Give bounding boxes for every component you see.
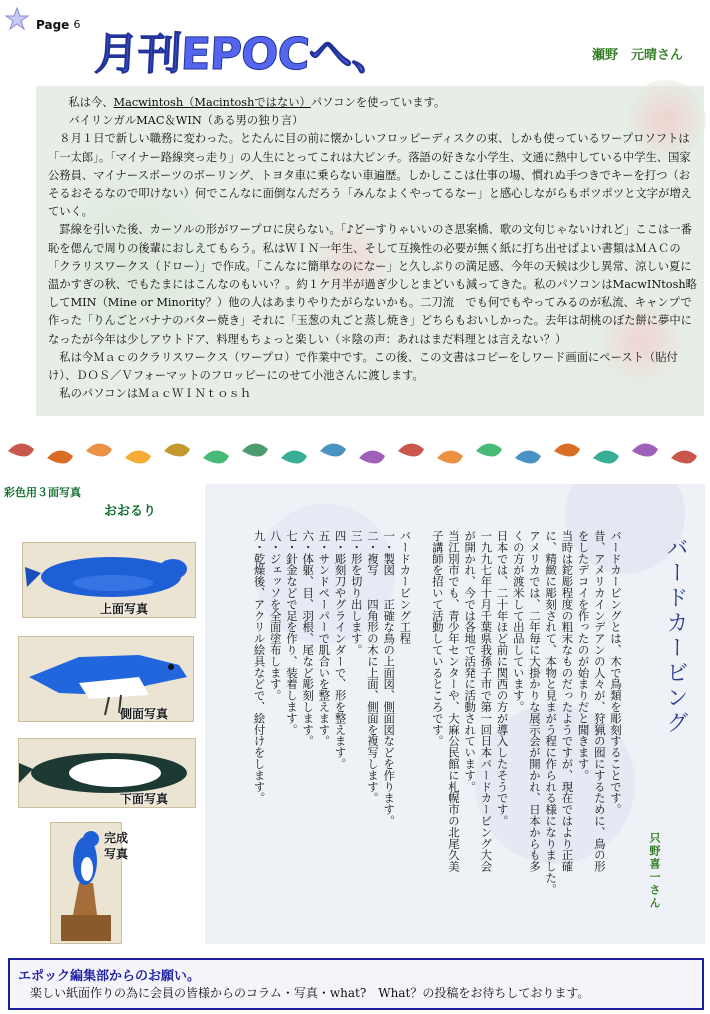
essay-paragraph: 罫線を引いた後、カーソルの形がワープロに戻らない。「♪どーすりゃいいのさ思案橋、歌の文句じゃないけれど」ここは一番恥を偲んで周りの後輩におしえてもらう。私はＷＩＮ一年生、そして互換性の必要が無く紙に打ち出せばよい書類はＭＡＣの「クラリスワークス（ドロー）」で作成。「こんなに簡単なのになー」と久しぶりの満足感、今年の天候は少し異常、涼しい夏に温かすぎの秋、でもたまにはこんなのもいい？。約１ケ月半が過ぎ少しとまどいも減ってきた。私のパソコンはMacwINtosh略してMIN（Mine or Minority？）他の人はあまりやりたがらないかも。二刀流 でも何でもやってみるのが私流、キャンプで作った「りんごとバナナのバター焼き」それに「玉葱の丸ごと蒸し焼き」どちらもおいしかった。去年は胡桃のぼた餅に夢中になったが今年は少しアウトドア、料理もちょっと楽しい（＊陰の声：あれはまだ料理とは言えない？） [48, 223, 697, 346]
article-line: 五・サンドペーパーで肌合いを整えます。 [317, 530, 332, 747]
leaf-icon [8, 443, 34, 456]
photo-caption: 下面写真 [120, 792, 169, 806]
notice-title: エポック編集部からのお願い。 [18, 969, 201, 984]
leaf-icon [593, 450, 619, 463]
article-line: 九・乾燥後、アクリル絵具などで、絵付けをします。 [252, 530, 267, 804]
leaf-icon [242, 443, 268, 456]
article-title: バードカービング [663, 536, 688, 736]
page-title: 月刊EPOCへ、 [93, 29, 397, 80]
article-line: 八・ジェッソを全面塗布します。 [268, 530, 283, 701]
article-line: 四・彫刻刀やグラインダーで、形を整えます。 [333, 530, 348, 770]
essay-paragraph: バイリンガルMAC＆WIN（ある男の独り言） [68, 114, 304, 128]
article-line: くの方が渡米して出品しています。 [511, 530, 526, 713]
leaf-icon [359, 450, 385, 463]
essay-paragraph: 私は今Ｍａｃのクラリスワークス（ワープロ）で作業中です。この後、この文書はコピーをしワード画面にペースト（貼付け）、ＤＯＳ／Ｖフォーマットのフロッピーにのせて小池さんに渡します。 [48, 350, 678, 383]
photos-heading: 彩色用３面写真 [4, 486, 81, 499]
leaf-icon [437, 450, 463, 463]
article-line: 子講師を招いて活動しているところです。 [430, 530, 445, 747]
photo-bottom-view [18, 738, 196, 808]
essay-text [48, 94, 698, 403]
essay-author: 瀬野 元晴さん [592, 48, 684, 63]
essay-paragraph: ８月１日で新しい職務に変わった。とたんに目の前に懐かしいフロッピーディスクの束、しかも使っているワープロソフトは「一太郎」。「マイナー路線突っ走り」の人生にとってこれは大ピンチ。落語の好きな小学生、文通に熱中している中学生、国家公務員、マイナースポーツのボーリング、トヨタ車に乗らない車遍歴。しかしここは仕事の場、慣れぬ手つきでキーを打つ（おそるおそるなので叩けない）何でこんなに面倒なんだろう「みんなよくやってるなー」と感心しながらもポツポツと文字が増えていく。 [48, 132, 692, 219]
article-line: 三・形を切り出します。 [349, 530, 364, 656]
photo-caption: 完成写真 [104, 831, 129, 861]
essay-paragraph: 私のパソコンはＭａｃＷＩＮｔｏｓｈ [59, 387, 252, 401]
article-line: が開かれ、今では各地で活発に活動されています。 [463, 530, 478, 793]
notice-body: 楽しい紙面作りの為に会員の皆様からのコラム・写真・what? What？の投稿をお待ちしております。 [30, 986, 590, 1000]
page-number: 6 [73, 18, 81, 31]
leaf-icon [320, 443, 346, 456]
leaf-icons [0, 436, 710, 472]
leaf-icon [632, 443, 658, 456]
page-label: Page 6 [36, 18, 81, 32]
leaf-icon [86, 443, 112, 456]
leaf-icon [476, 443, 502, 456]
article-line: 当江別市でも、青少年センターや、大麻公民館に札幌市の北尾久美 [446, 530, 461, 872]
article-line: バードカービングとは、木で鳥類を彫刻することです。 [609, 530, 623, 815]
leaf-icon [554, 443, 580, 456]
photo-caption: 上面写真 [100, 602, 149, 616]
leaf-divider [0, 436, 710, 472]
article-body [214, 530, 624, 895]
article-author: 只野喜一さん [648, 832, 661, 910]
leaf-icon [164, 443, 190, 456]
article-line: 昔、アメリカインデアンの人々が、狩猟の囮にするために、鳥の形 [592, 530, 607, 872]
leaf-icon [281, 450, 307, 463]
leaf-icon [125, 450, 151, 463]
article-line: 当時は鉈彫程度の粗末なものだったようですが、現在ではより正確 [560, 530, 575, 872]
article-line: をしたデコイを作ったのが始まりだと聞きます。 [576, 530, 591, 781]
leaf-icon [398, 443, 424, 456]
leaf-icon [203, 450, 229, 463]
essay-paragraph: 私は今、Macwintosh（Macintoshではない）パソコンを使っています。 [68, 96, 446, 109]
article-line: 一・製図 正確な鳥の上面図、側面図などを作ります。 [382, 530, 397, 827]
article-line [413, 530, 429, 910]
article-line: 日本では、二十年ほど前に関西の方が導入したそうです。 [495, 530, 510, 827]
article-line: 一九九七年十月千葉県我孫子市で第一回日本バードカービング大会 [479, 530, 494, 872]
leaf-icon [671, 450, 697, 463]
star-icon [4, 6, 30, 36]
article-line: 七・針金などで足を作り、装着します。 [284, 530, 299, 736]
leaf-icon [515, 450, 541, 463]
article-line: バードカービング工程 [398, 530, 413, 644]
underlined-term: Macwintosh（Macintoshではない） [113, 96, 311, 109]
article-line: 六・体躯、目、羽根、尾など彫刻します。 [301, 530, 316, 747]
photo-caption: 側面写真 [120, 707, 169, 721]
leaf-icon [47, 450, 73, 463]
article-line: に、精緻に彫刻されて、本物と見まがう程に作られる様になりました。 [544, 530, 559, 895]
article-line: 二・複写 四角形の木に上面、側面を複写します。 [365, 530, 380, 804]
photos-subject: おおるり [104, 504, 157, 519]
article-line: アメリカでは、二年毎に大掛かりな展示会が開かれ、日本からも多 [527, 530, 542, 872]
